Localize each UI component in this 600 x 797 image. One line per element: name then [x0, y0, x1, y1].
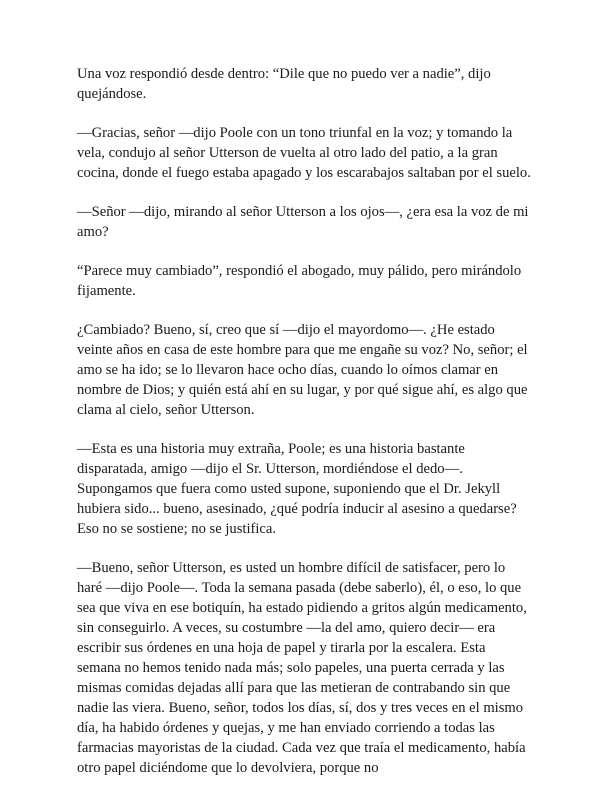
paragraph-5: ¿Cambiado? Bueno, sí, creo que sí —dijo el mayordomo—. ¿He estado veinte años en casa de este hombre para que me engañe su voz? No, señor; el amo se ha ido; se lo llevaron hace ocho días, cuando lo oímos clamar en nombre de Dios; y quién está ahí en su lugar, y por qué sigue ahí, es algo que clama al cielo, señor Utterson.: [77, 322, 528, 418]
paragraph-4: “Parece muy cambiado”, respondió el abogado, muy pálido, pero mirándolo fijamente.: [77, 263, 522, 299]
paragraph-3: —Señor —dijo, mirando al señor Utterson a los ojos—, ¿era esa la voz de mi amo?: [77, 204, 529, 240]
paragraph-2: —Gracias, señor —dijo Poole con un tono triunfal en la voz; y tomando la vela, condujo al señor Utterson de vuelta al otro lado del patio, a la gran cocina, donde el fuego estaba apagado y los escarabajos saltaban por el suelo.: [77, 125, 531, 181]
paragraph-7: —Bueno, señor Utterson, es usted un hombre difícil de satisfacer, pero lo haré —dijo Poole—. Toda la semana pasada (debe saberlo), él, o eso, lo que sea que viva en ese botiquín, ha estado pidiendo a gritos algún medicamento, sin conseguirlo. A veces, su costumbre —la del amo, quiero decir— era escribir sus órdenes en una hoja de papel y tirarla por la escalera. Esta semana no hemos tenido nada más; solo papeles, una puerta cerrada y las mismas comidas dejadas allí para que las metieran de contrabando sin que nadie las viera. Bueno, señor, todos los días, sí, dos y tres veces en el mismo día, ha habido órdenes y quejas, y me han enviado corriendo a todas las farmacias mayoristas de la ciudad. Cada vez que traía el medicamento, había otro papel diciéndome que lo devolviera, porque no: [77, 560, 527, 776]
paragraph-1: Una voz respondió desde dentro: “Dile que no puedo ver a nadie”, dijo quejándose.: [77, 66, 491, 102]
document-page: [77, 64, 531, 797]
paragraph-6: —Esta es una historia muy extraña, Poole; es una historia bastante disparatada, amigo —dijo el Sr. Utterson, mordiéndose el dedo—. Supongamos que fuera como usted supone, suponiendo que el Dr. Jekyll hubiera sido... bueno, asesinado, ¿qué podría inducir al asesino a quedarse? Eso no se sostiene; no se justifica.: [77, 441, 517, 537]
